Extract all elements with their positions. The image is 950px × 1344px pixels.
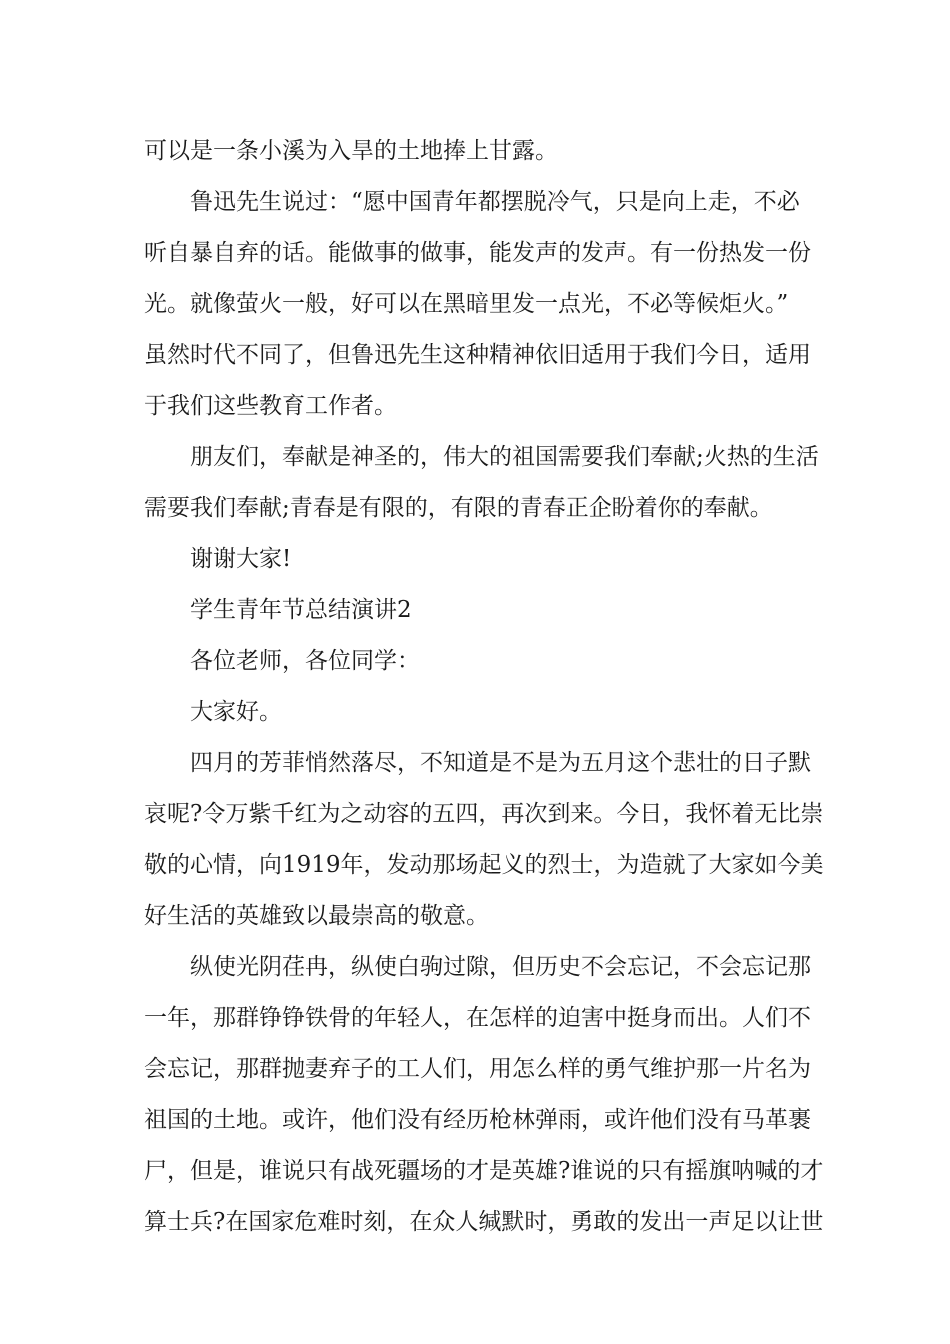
text-line: 需要我们奉献;青春是有限的，有限的青春正企盼着你的奉献。 bbox=[144, 495, 773, 521]
text-line: 好生活的英雄致以最崇高的敬意。 bbox=[144, 903, 489, 929]
text-line: 谢谢大家! bbox=[190, 546, 292, 572]
text-line: 祖国的土地。或许，他们没有经历枪林弹雨，或许他们没有马革裹 bbox=[144, 1107, 811, 1133]
text-line: 敬的心情，向1919年，发动那场起义的烈士，为造就了大家如今美 bbox=[144, 852, 824, 878]
text-line: 虽然时代不同了，但鲁迅先生这种精神依旧适用于我们今日，适用 bbox=[144, 342, 811, 368]
text-line: 尸，但是，谁说只有战死疆场的才是英雄?谁说的只有摇旗呐喊的才 bbox=[144, 1158, 824, 1184]
text-line: 哀呢?令万紫千红为之动容的五四，再次到来。今日，我怀着无比崇 bbox=[144, 801, 824, 827]
text-line: 于我们这些教育工作者。 bbox=[144, 393, 397, 419]
text-line: 学生青年节总结演讲2 bbox=[190, 597, 412, 623]
text-line: 各位老师，各位同学： bbox=[190, 648, 420, 674]
text-line: 大家好。 bbox=[190, 699, 282, 725]
text-line: 四月的芳菲悄然落尽，不知道是不是为五月这个悲壮的日子默 bbox=[190, 750, 811, 776]
text-line: 算士兵?在国家危难时刻，在众人缄默时，勇敢的发出一声足以让世 bbox=[144, 1209, 824, 1235]
text-line: 鲁迅先生说过：“愿中国青年都摆脱冷气，只是向上走，不必 bbox=[190, 189, 800, 215]
text-line: 一年，那群铮铮铁骨的年轻人，在怎样的迫害中挺身而出。人们不 bbox=[144, 1005, 811, 1031]
text-line: 光。就像萤火一般，好可以在黑暗里发一点光，不必等候炬火。” bbox=[144, 291, 789, 317]
text-line: 会忘记，那群抛妻弃子的工人们，用怎么样的勇气维护那一片名为 bbox=[144, 1056, 811, 1082]
text-line: 朋友们，奉献是神圣的，伟大的祖国需要我们奉献;火热的生活 bbox=[190, 444, 819, 470]
text-line: 纵使光阴荏冉，纵使白驹过隙，但历史不会忘记，不会忘记那 bbox=[190, 954, 811, 980]
text-line: 可以是一条小溪为入旱的土地捧上甘露。 bbox=[144, 138, 558, 164]
document-body bbox=[144, 126, 824, 1248]
text-line: 听自暴自弃的话。能做事的做事，能发声的发声。有一份热发一份 bbox=[144, 240, 811, 266]
